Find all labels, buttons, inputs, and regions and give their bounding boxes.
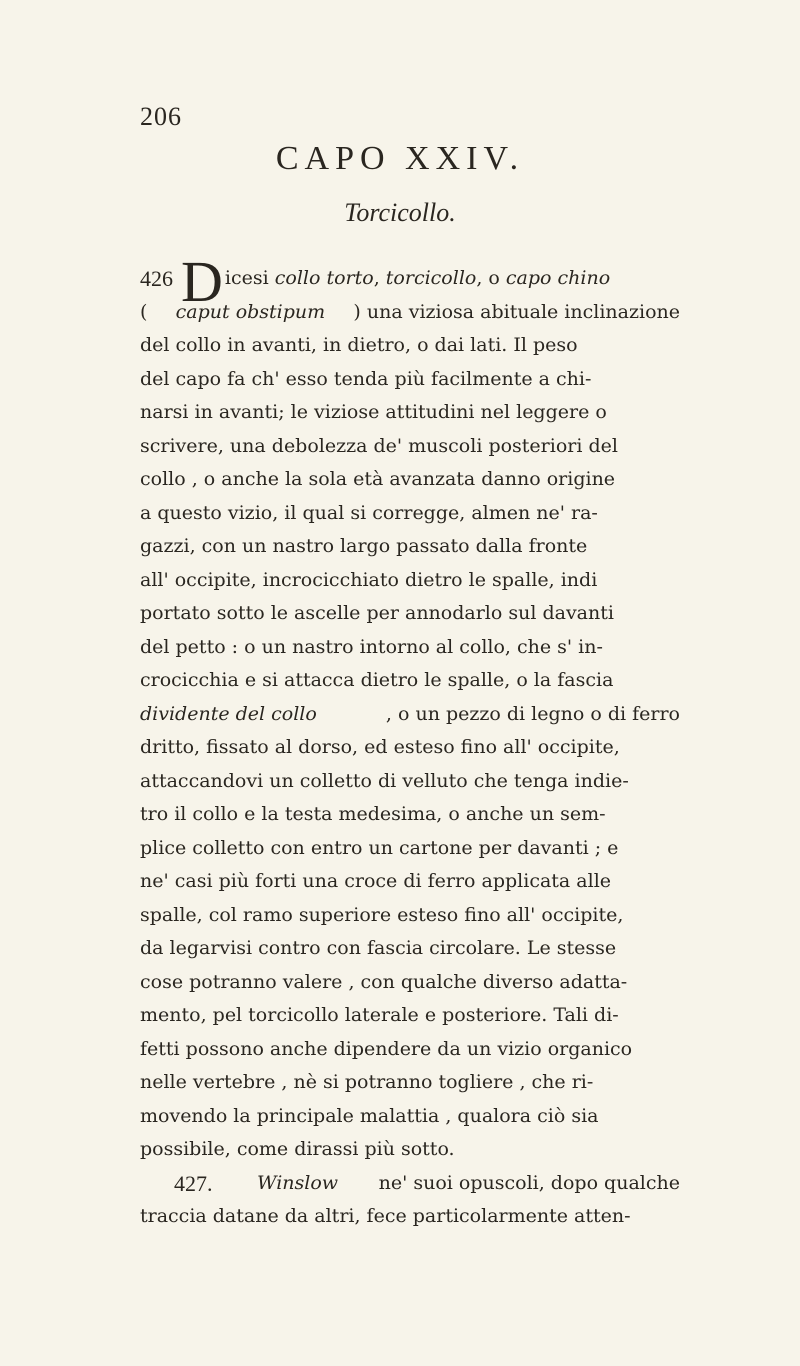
paragraph-426 [140,249,680,1167]
text-segment: , o un pezzo di legno o di ferro [385,702,680,725]
text-segment: ( [140,300,154,323]
text-line [140,296,680,330]
text-segment: del petto : o un nastro intorno al collo, che s' in- [140,635,603,658]
text-segment: all' occipite, incrocicchiato dietro le spalle, indi [140,568,598,591]
text-segment: scrivere, una debolezza de' muscoli posteriori del [140,434,618,457]
text-line [140,430,680,464]
drop-cap: D [181,249,223,314]
italic-text: dividente del collo [140,702,317,725]
text-line [140,530,680,564]
text-line [140,698,680,732]
text-line [140,932,680,966]
text-line [140,664,680,698]
text-segment: narsi in avanti; le viziose attitudini nel leggere o [140,401,607,423]
text-segment: a questo vizio, il qual si corregge, almen ne' ra- [140,501,598,524]
text-segment: del capo fa ch' esso tenda più facilmente a chi- [140,367,592,390]
text-segment: gazzi, con un nastro largo passato dalla fronte [140,535,588,557]
text-segment: tro il collo e la testa medesima, o anche un sem- [140,803,606,825]
text-segment: attaccandovi un colletto di velluto che tenga indie- [140,769,629,792]
text-segment: da legarvisi contro con fascia circolare. Le stesse [140,937,617,959]
italic-text: capo chino [505,267,611,289]
text-line [140,1066,680,1100]
section-number: 426 [140,266,173,291]
text-line [140,865,680,899]
body-text [140,249,680,1234]
page-number: 206 [140,102,182,131]
text-line [140,564,680,598]
text-segment: movendo la principale malattia , qualora ciò sia [140,1104,599,1127]
chapter-subtitle: Torcicollo. [344,198,456,227]
text-segment: ne' casi più forti una croce di ferro applicata alle [140,870,612,892]
text-segment: , o [476,267,506,289]
text-segment: nelle vertebre , nè si potranno togliere , che ri- [140,1071,594,1093]
text-line [140,999,680,1033]
text-line [140,1200,680,1234]
text-segment: icesi [224,267,275,289]
text-line [140,597,680,631]
text-segment: crocicchia e si attacca dietro le spalle, o la fascia [140,669,614,691]
text-segment: ) una viziosa abituale inclinazione [347,300,680,323]
text-line [140,1167,680,1201]
text-segment: ne' suoi opuscoli, dopo qualche [372,1171,680,1194]
text-line [140,497,680,531]
text-line [140,798,680,832]
text-segment: portato sotto le ascelle per annodarlo sul davanti [140,602,614,624]
text-line [140,899,680,933]
text-line [140,363,680,397]
text-segment: spalle, col ramo superiore esteso fino all' occipite, [140,903,624,926]
text-line [140,832,680,866]
text-line [140,631,680,665]
italic-text: collo torto [274,267,374,289]
text-line [140,1033,680,1067]
section-number: 427. [174,1170,213,1196]
text-segment: traccia datane da altri, fece particolarmente atten- [140,1205,631,1227]
paragraph-427 [140,1167,680,1234]
text-segment: del collo in avanti, in dietro, o dai lati. Il peso [140,334,578,356]
text-segment: mento, pel torcicollo laterale e posteriore. Tali di- [140,1004,619,1026]
chapter-heading: CAPO XXIV. [275,140,525,177]
text-line [140,966,680,1000]
text-line [140,1100,680,1134]
italic-text: Winslow [257,1171,339,1194]
text-line [140,396,680,430]
text-line [140,1133,680,1167]
text-line [140,463,680,497]
italic-text: caput obstipum [175,300,326,323]
text-segment: fetti possono anche dipendere da un vizio organico [140,1037,633,1060]
text-line [140,731,680,765]
text-segment: possibile, come dirassi più sotto. [140,1138,455,1160]
italic-text: torcicollo [385,267,477,289]
text-segment: collo , o anche la sola età avanzata danno origine [140,468,616,490]
text-segment: dritto, fissato al dorso, ed esteso fino all' occipite, [140,736,620,758]
text-segment: , [373,267,386,289]
text-line [140,329,680,363]
text-segment: plice colletto con entro un cartone per davanti ; e [140,836,619,859]
text-line [140,765,680,799]
text-segment: cose potranno valere , con qualche diverso adatta- [140,970,628,993]
